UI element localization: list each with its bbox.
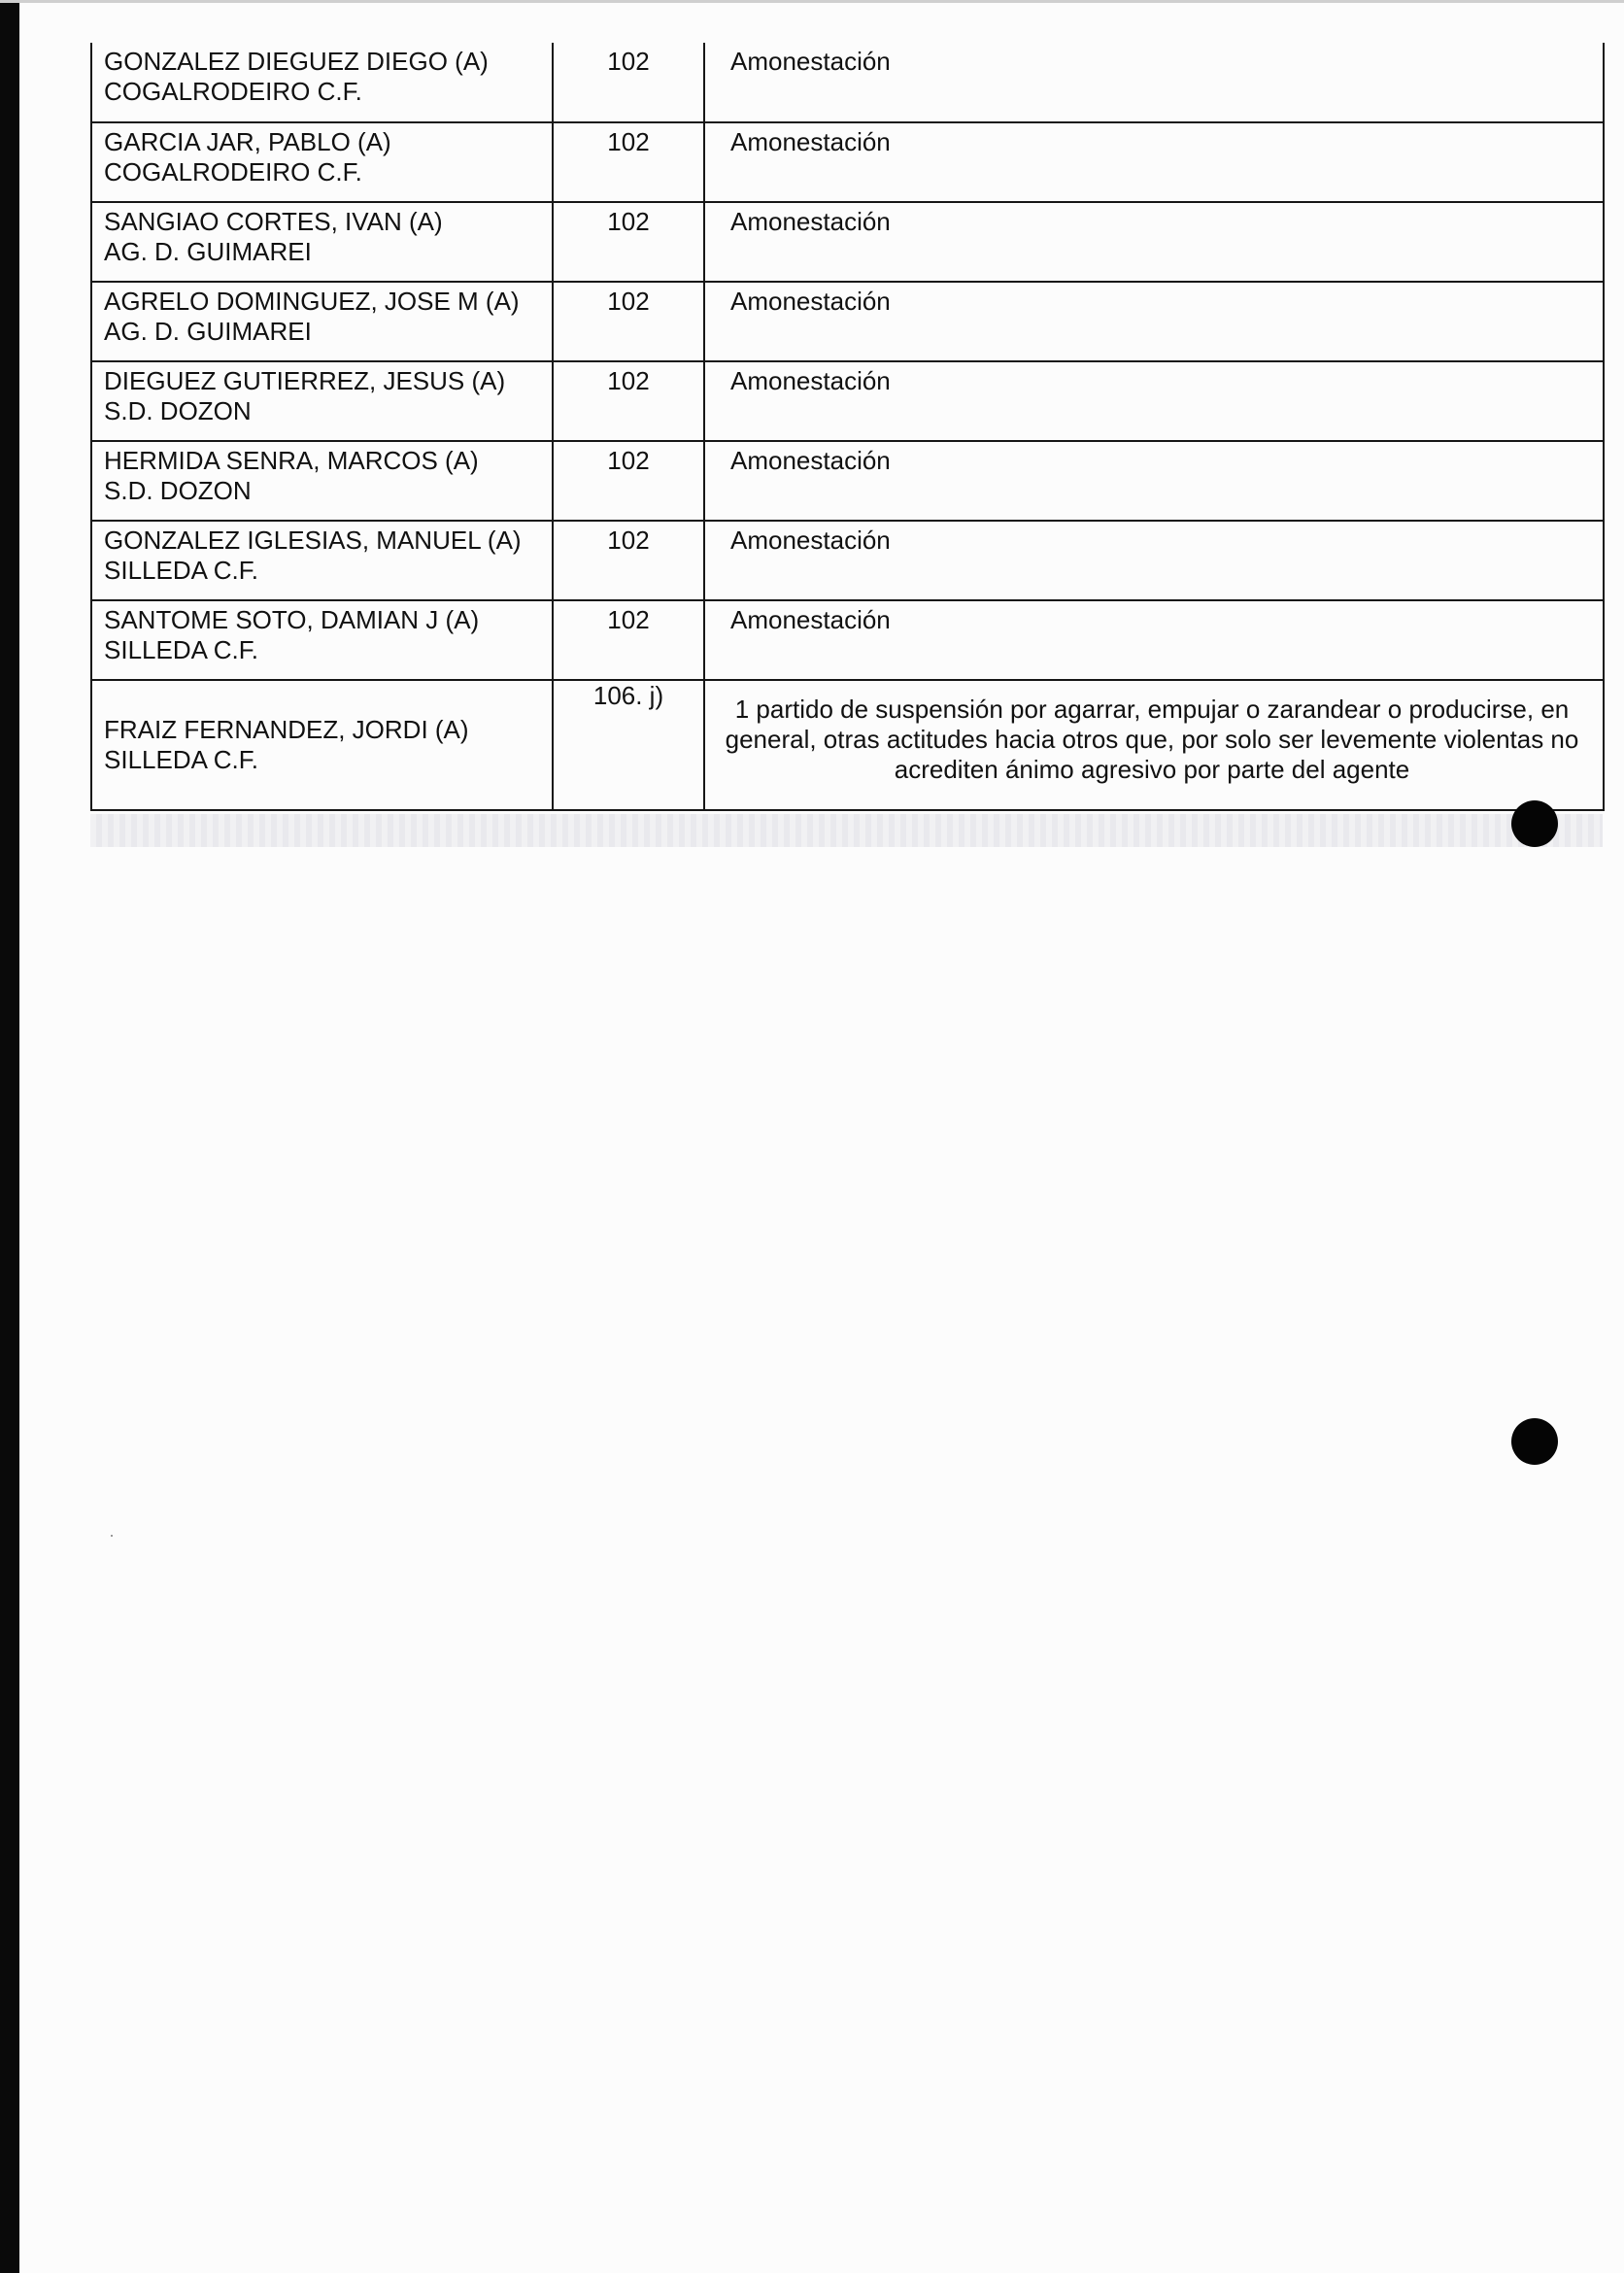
player-name: DIEGUEZ GUTIERREZ, JESUS (A)	[104, 366, 506, 395]
sanction-cell: Amonestación	[704, 600, 1604, 680]
punch-hole-icon	[1511, 800, 1558, 847]
player-cell	[91, 122, 553, 202]
player-cell	[91, 43, 553, 122]
player-club: S.D. DOZON	[104, 396, 252, 425]
article-cell: 102	[553, 521, 704, 600]
player-name: GARCIA JAR, PABLO (A)	[104, 127, 391, 156]
player-name: HERMIDA SENRA, MARCOS (A)	[104, 446, 479, 475]
table-row	[91, 361, 1604, 441]
scan-speck	[111, 1535, 113, 1537]
table-row	[91, 441, 1604, 521]
player-cell	[91, 282, 553, 361]
player-club: SILLEDA C.F.	[104, 745, 258, 774]
article-cell: 102	[553, 600, 704, 680]
scan-top-edge	[0, 0, 1624, 3]
sanction-cell: Amonestación	[704, 282, 1604, 361]
article-cell: 102	[553, 361, 704, 441]
article-cell: 102	[553, 122, 704, 202]
player-cell	[91, 441, 553, 521]
table-row	[91, 282, 1604, 361]
player-name: AGRELO DOMINGUEZ, JOSE M (A)	[104, 287, 520, 316]
table-row	[91, 680, 1604, 810]
sanction-cell: Amonestación	[704, 122, 1604, 202]
player-name: FRAIZ FERNANDEZ, JORDI (A)	[104, 715, 469, 744]
player-cell	[91, 521, 553, 600]
sanction-cell: 1 partido de suspensión por agarrar, empujar o zarandear o producirse, en general, otras actitudes hacia otros que, por solo ser levemente violentas no acrediten ánimo agresivo por parte del agente	[704, 680, 1604, 810]
player-cell	[91, 361, 553, 441]
sanction-cell: Amonestación	[704, 361, 1604, 441]
player-name: SANGIAO CORTES, IVAN (A)	[104, 207, 443, 236]
sanction-cell: Amonestación	[704, 202, 1604, 282]
table-row	[91, 43, 1604, 122]
sanction-cell: Amonestación	[704, 43, 1604, 122]
article-cell: 106. j)	[553, 680, 704, 810]
player-cell	[91, 600, 553, 680]
player-club: COGALRODEIRO C.F.	[104, 157, 362, 187]
article-cell: 102	[553, 43, 704, 122]
punch-hole-icon	[1511, 1418, 1558, 1465]
article-cell: 102	[553, 441, 704, 521]
sanction-cell: Amonestación	[704, 521, 1604, 600]
table-row	[91, 521, 1604, 600]
scan-left-edge	[0, 0, 19, 2273]
sanction-cell: Amonestación	[704, 441, 1604, 521]
player-club: S.D. DOZON	[104, 476, 252, 505]
article-cell: 102	[553, 282, 704, 361]
player-club: SILLEDA C.F.	[104, 635, 258, 664]
table-row	[91, 600, 1604, 680]
player-name: GONZALEZ IGLESIAS, MANUEL (A)	[104, 526, 522, 555]
player-club: COGALRODEIRO C.F.	[104, 77, 362, 106]
table-row	[91, 122, 1604, 202]
player-club: AG. D. GUIMAREI	[104, 237, 312, 266]
scan-shadow-band	[90, 814, 1603, 847]
table-row	[91, 202, 1604, 282]
article-cell: 102	[553, 202, 704, 282]
player-club: SILLEDA C.F.	[104, 556, 258, 585]
player-name: GONZALEZ DIEGUEZ DIEGO (A)	[104, 47, 489, 76]
player-name: SANTOME SOTO, DAMIAN J (A)	[104, 605, 480, 634]
player-club: AG. D. GUIMAREI	[104, 317, 312, 346]
player-cell	[91, 680, 553, 810]
sanctions-table	[90, 43, 1605, 811]
player-cell	[91, 202, 553, 282]
